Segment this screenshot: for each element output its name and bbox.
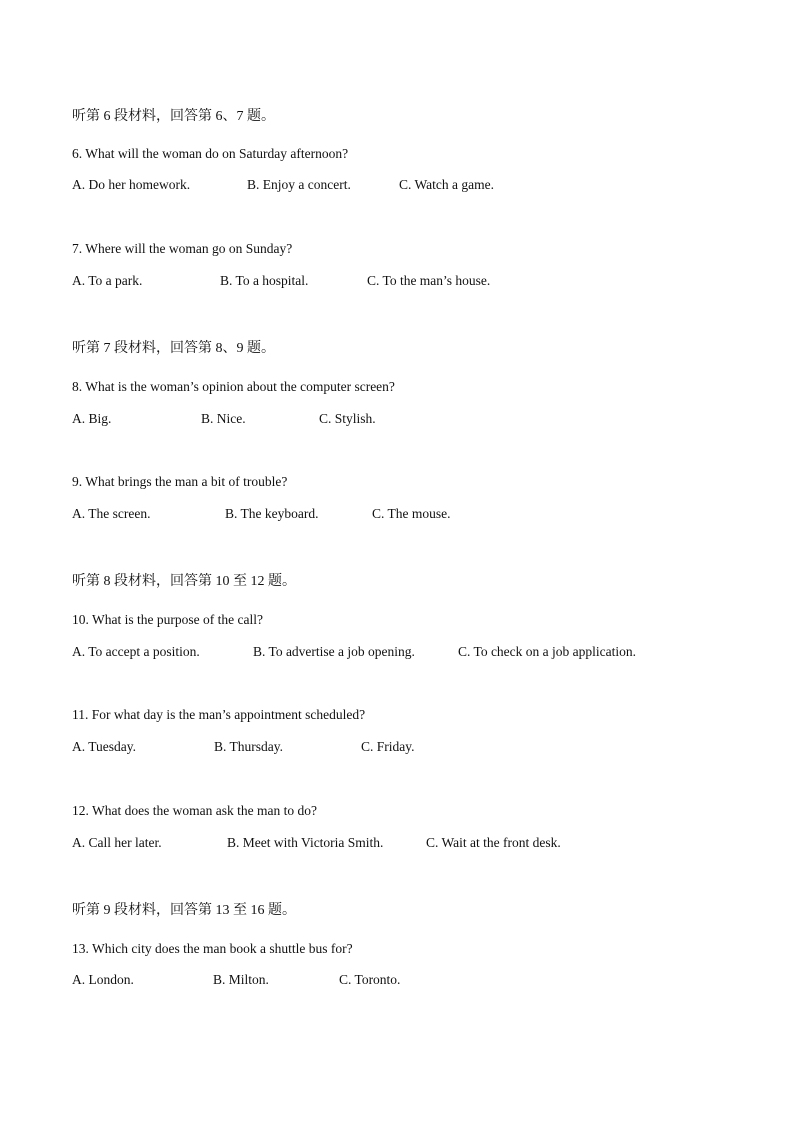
options-row xyxy=(72,410,772,428)
option-a: A. London. xyxy=(72,972,134,987)
options-row xyxy=(72,971,772,989)
question-stem: 6. What will the woman do on Saturday afternoon? xyxy=(72,146,349,161)
option-a: A. Call her later. xyxy=(72,835,162,850)
options-row xyxy=(72,272,772,290)
section-heading: 听第 8 段材料，回答第 10 至 12 题。 xyxy=(72,574,296,589)
question-stem: 8. What is the woman’s opinion about the computer screen? xyxy=(72,379,395,394)
option-b: B. Nice. xyxy=(201,411,246,426)
option-b: B. Enjoy a concert. xyxy=(247,177,351,192)
option-a: A. Big. xyxy=(72,411,112,426)
option-a: A. The screen. xyxy=(72,506,151,521)
option-b: B. Milton. xyxy=(213,972,269,987)
question-stem: 13. Which city does the man book a shuttle bus for? xyxy=(72,941,353,956)
option-c: C. Watch a game. xyxy=(399,177,495,192)
options-row xyxy=(72,643,772,661)
option-c: C. To the man’s house. xyxy=(367,273,491,288)
section-heading: 听第 7 段材料，回答第 8、9 题。 xyxy=(72,341,275,356)
question-stem: 11. For what day is the man’s appointment scheduled? xyxy=(72,707,366,722)
option-c: C. To check on a job application. xyxy=(458,644,637,659)
option-c: C. Friday. xyxy=(361,739,415,754)
option-b: B. To a hospital. xyxy=(220,273,309,288)
question-stem: 9. What brings the man a bit of trouble? xyxy=(72,474,288,489)
option-a: A. Do her homework. xyxy=(72,177,191,192)
option-a: A. To accept a position. xyxy=(72,644,200,659)
options-row xyxy=(72,834,772,852)
option-c: C. The mouse. xyxy=(372,506,451,521)
options-row xyxy=(72,176,772,194)
option-b: B. Thursday. xyxy=(214,739,283,754)
option-a: A. Tuesday. xyxy=(72,739,137,754)
option-b: B. To advertise a job opening. xyxy=(253,644,415,659)
option-c: C. Wait at the front desk. xyxy=(426,835,561,850)
option-a: A. To a park. xyxy=(72,273,143,288)
option-c: C. Stylish. xyxy=(319,411,376,426)
question-stem: 10. What is the purpose of the call? xyxy=(72,612,263,627)
question-stem: 12. What does the woman ask the man to do? xyxy=(72,803,317,818)
options-row xyxy=(72,738,772,756)
section-heading: 听第 9 段材料，回答第 13 至 16 题。 xyxy=(72,903,296,918)
option-c: C. Toronto. xyxy=(339,972,401,987)
option-b: B. The keyboard. xyxy=(225,506,319,521)
options-row xyxy=(72,505,772,523)
question-stem: 7. Where will the woman go on Sunday? xyxy=(72,241,293,256)
section-heading: 听第 6 段材料，回答第 6、7 题。 xyxy=(72,109,275,124)
option-b: B. Meet with Victoria Smith. xyxy=(227,835,384,850)
